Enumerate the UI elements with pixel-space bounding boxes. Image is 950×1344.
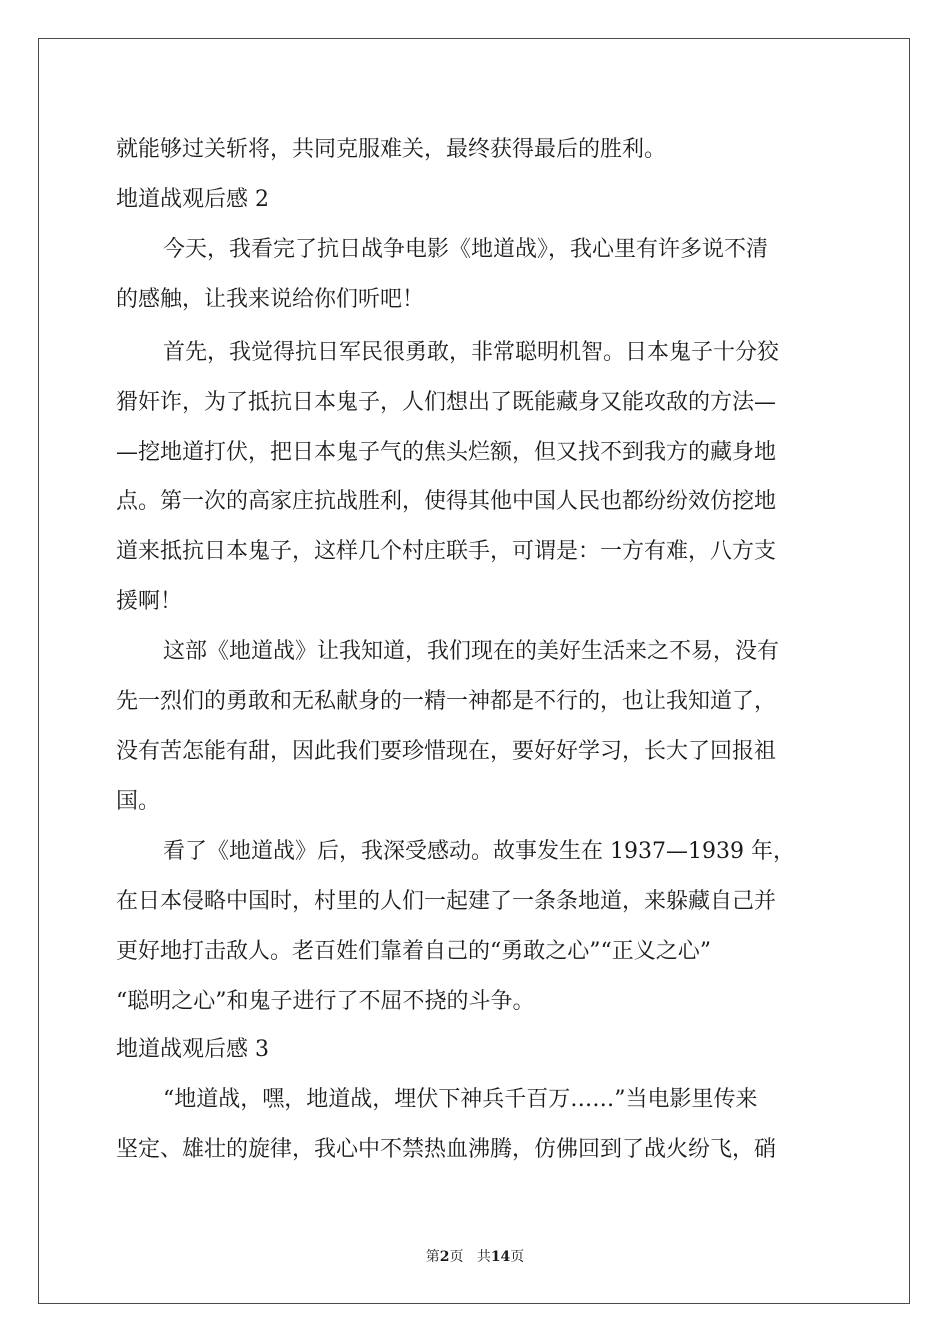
- paragraph-line: 今天，我看完了抗日战争电影《地道战》，我心里有许多说不清: [163, 237, 769, 262]
- page-number: 2: [439, 1249, 450, 1265]
- page-footer: [0, 1246, 950, 1266]
- paragraph-line: 猾奸诈，为了抵抗日本鬼子，人们想出了既能藏身又能攻敌的方法—: [116, 390, 777, 415]
- total-prefix: 共: [476, 1249, 491, 1265]
- paragraph-line: 没有苦怎能有甜，因此我们要珍惜现在，要好好学习，长大了回报祖: [116, 739, 777, 764]
- paragraph-line: 先一烈们的勇敢和无私献身的一精一神都是不行的，也让我知道了，: [116, 689, 777, 714]
- paragraph-line: 援啊！: [116, 589, 183, 614]
- total-suffix: 页: [510, 1249, 525, 1265]
- paragraph-line: —挖地道打伏，把日本鬼子气的焦头烂额，但又找不到我方的藏身地: [116, 440, 777, 465]
- section-heading: 地道战观后感 3: [116, 1037, 269, 1062]
- paragraph-line: “聪明之心”和鬼子进行了不屈不挠的斗争。: [116, 989, 535, 1014]
- paragraph-line: 坚定、雄壮的旋律，我心中不禁热血沸腾，仿佛回到了战火纷飞，硝: [116, 1137, 777, 1162]
- paragraph-line: 的感触，让我来说给你们听吧！: [116, 287, 425, 312]
- paragraph-line: 道来抵抗日本鬼子，这样几个村庄联手，可谓是：一方有难，八方支: [116, 539, 777, 564]
- paragraph-line: 更好地打击敌人。老百姓们靠着自己的“勇敢之心”“正义之心”: [116, 939, 711, 964]
- paragraph-line: “地道战，嘿，地道战，埋伏下神兵千百万……”当电影里传来: [163, 1087, 758, 1112]
- paragraph-line: 点。第一次的高家庄抗战胜利，使得其他中国人民也都纷纷效仿挖地: [116, 489, 777, 514]
- page-suffix: 页: [449, 1249, 464, 1265]
- paragraph-line: 首先，我觉得抗日军民很勇敢，非常聪明机智。日本鬼子十分狡: [163, 340, 780, 365]
- section-heading: 地道战观后感 2: [116, 187, 269, 212]
- total-pages: 14: [490, 1249, 511, 1265]
- page-prefix: 第: [425, 1249, 440, 1265]
- paragraph-line: 国。: [116, 789, 161, 814]
- paragraph-line: 这部《地道战》让我知道，我们现在的美好生活来之不易，没有: [163, 639, 780, 664]
- paragraph-line: 看了《地道战》后，我深受感动。故事发生在 1937—1939 年，: [163, 839, 795, 864]
- paragraph-line: 就能够过关斩将，共同克服难关，最终获得最后的胜利。: [116, 137, 667, 162]
- paragraph-line: 在日本侵略中国时，村里的人们一起建了一条条地道，来躲藏自己并: [116, 889, 777, 914]
